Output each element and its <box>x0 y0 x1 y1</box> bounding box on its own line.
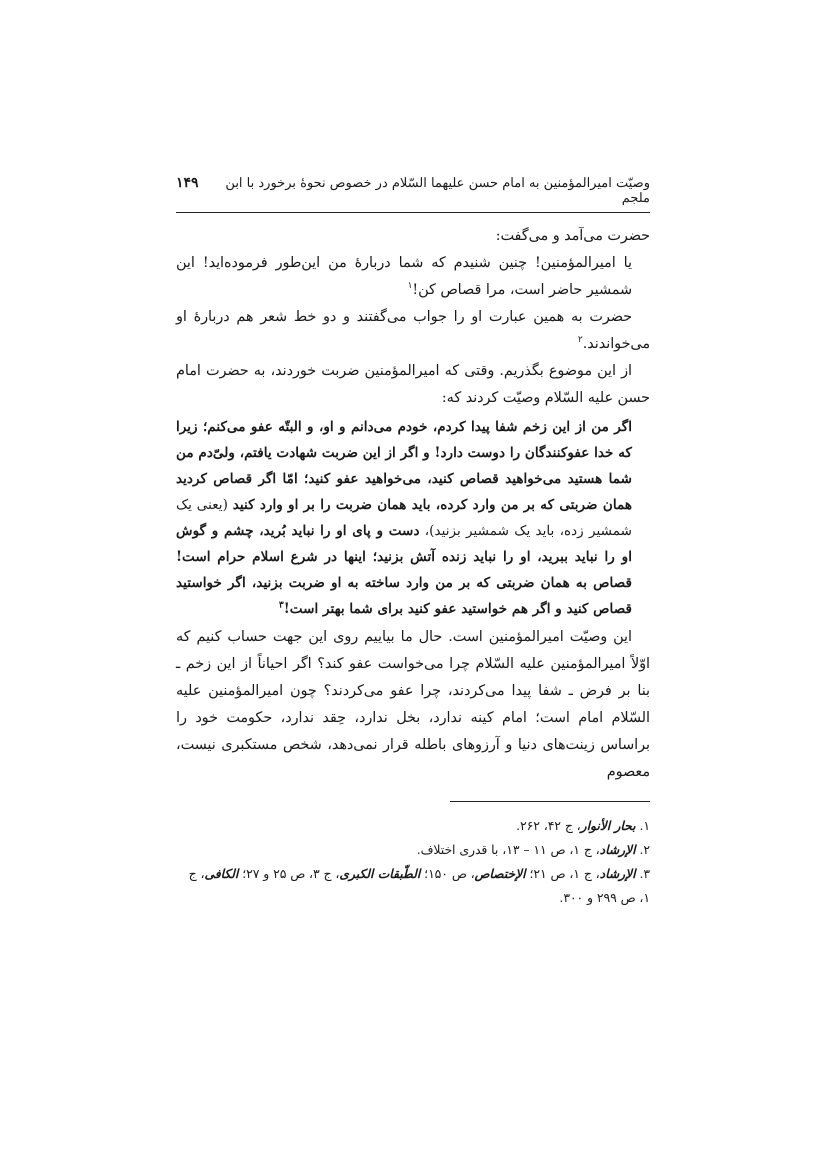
paragraph-3: از این موضوع بگذریم. وقتی که امیرالمؤمنین ضربت خوردند، به حضرت امام حسن علیه السّلام وصیّت کردند که: <box>176 363 650 406</box>
footnote-3-source-2: الإختصاص <box>474 866 526 881</box>
footnote-3-mid-1: ، ج ۱، ص ۲۱؛ <box>525 867 600 881</box>
footnote-3-mid-2: ، ص ۱۵۰؛ <box>420 867 475 881</box>
footnote-mark-1[interactable]: ۱ <box>407 281 413 292</box>
bold-quote-part-2: دست و پای او را نباید بُرید، چشم و گوش او را نباید ببرید، او را نباید زنده آتش بزنید؛ اینها در شرع اسلام حرام است! قصاص به همان ضربتی که بر من وارد ساخته به او ضربت بزنید، اگر خواستید قصاص کنید و اگر هم خواستید عفو کنید برای شما بهتر است! <box>176 523 632 617</box>
quote-1-text: یا امیرالمؤمنین! چنین شنیدم که شما دربارهٔ من این‌طور فرموده‌اید! این شمشیر حاضر است، مرا قصاص کن! <box>176 255 632 298</box>
bold-quote-part-1: اگر من از این زخم شفا پیدا کردم، خودم می‌دانم و او، و البتّه عفو می‌کنم؛ زیرا که خدا عفوکنندگان را دوست دارد! و اگر از این ضربت شهادت یافتم، ولیّ‌دم من شما هستید می‌خواهید قصاص کنید، می‌خواهید عفو کنید؛ امّا اگر قصاص کردید همان ضربتی که بر من وارد کرده، باید همان ضربت را بر او وارد کنید <box>176 419 632 513</box>
footnote-2 <box>176 838 650 862</box>
footnote-1-number: ۱. <box>639 819 650 833</box>
footnote-3-mid-3: ، ج ۳، ص ۲۵ و ۲۷؛ <box>238 867 340 881</box>
footnote-3-number: ۳. <box>639 867 650 881</box>
footnote-3-rest: ، ج ۱، ص ۲۹۹ و ۳۰۰. <box>188 867 650 905</box>
footnote-3-source-4: الکافی <box>204 866 239 881</box>
footnote-mark-3[interactable]: ۳ <box>278 600 284 611</box>
footnote-1-source: بحار الأنوار <box>580 818 636 833</box>
footnotes <box>176 814 650 910</box>
page-number: ۱۴۹ <box>176 175 199 191</box>
paragraph-2 <box>176 304 650 358</box>
paragraph-2-text: حضرت به همین عبارت او را جواب می‌گفتند و دو خط شعر هم دربارهٔ او می‌خواندند. <box>176 309 650 352</box>
book-page <box>176 175 650 910</box>
footnote-3-source-3: الطّبقات الکبری <box>339 866 421 881</box>
paragraph-1: حضرت می‌آمد و می‌گفت: <box>495 228 650 244</box>
footnote-2-source: الإرشاد <box>599 842 636 857</box>
footnote-mark-2[interactable]: ۲ <box>577 335 583 346</box>
bold-quote-parenthetical: (یعنی یک شمشیر زده، باید یک شمشیر بزنید)، <box>176 497 632 539</box>
footnote-1 <box>176 814 650 838</box>
footnote-3 <box>176 862 650 910</box>
bold-quote <box>176 414 650 622</box>
footnote-3-source-1: الإرشاد <box>599 866 636 881</box>
footnote-2-number: ۲. <box>639 843 650 857</box>
quote-1 <box>176 250 650 304</box>
running-header <box>176 175 650 213</box>
footnote-1-rest: ، ج ۴۲، ۲۶۲. <box>516 819 581 833</box>
paragraph-4: این وصیّت امیرالمؤمنین است. حال ما بیاییم روی این جهت حساب کنیم که اوّلاً امیرالمؤمنین علیه السّلام چرا می‌خواست عفو کند؟ اگر احیاناً از این زخم ـ بنا بر فرض ـ شفا پیدا می‌کردند، چرا عفو می‌کردند؟ چون امیرالمؤمنین علیه السّلام امام است؛ امام کینه ندارد، بخل ندارد، حِقد ندارد، حکومت خود را براساس زینت‌های دنیا و آرزوهای باطله قرار نمی‌دهد، شخص مستکبری نیست، معصوم <box>176 629 650 780</box>
footnote-2-rest: ، ج ۱، ص ۱۱ – ۱۳، با قدری اختلاف. <box>416 843 600 857</box>
header-title: وصیّت امیرالمؤمنین به امام حسن علیهما السّلام در خصوص نحوهٔ برخورد با ابن ملجم <box>225 176 650 206</box>
body-text <box>176 223 650 786</box>
footnote-divider <box>450 801 650 802</box>
